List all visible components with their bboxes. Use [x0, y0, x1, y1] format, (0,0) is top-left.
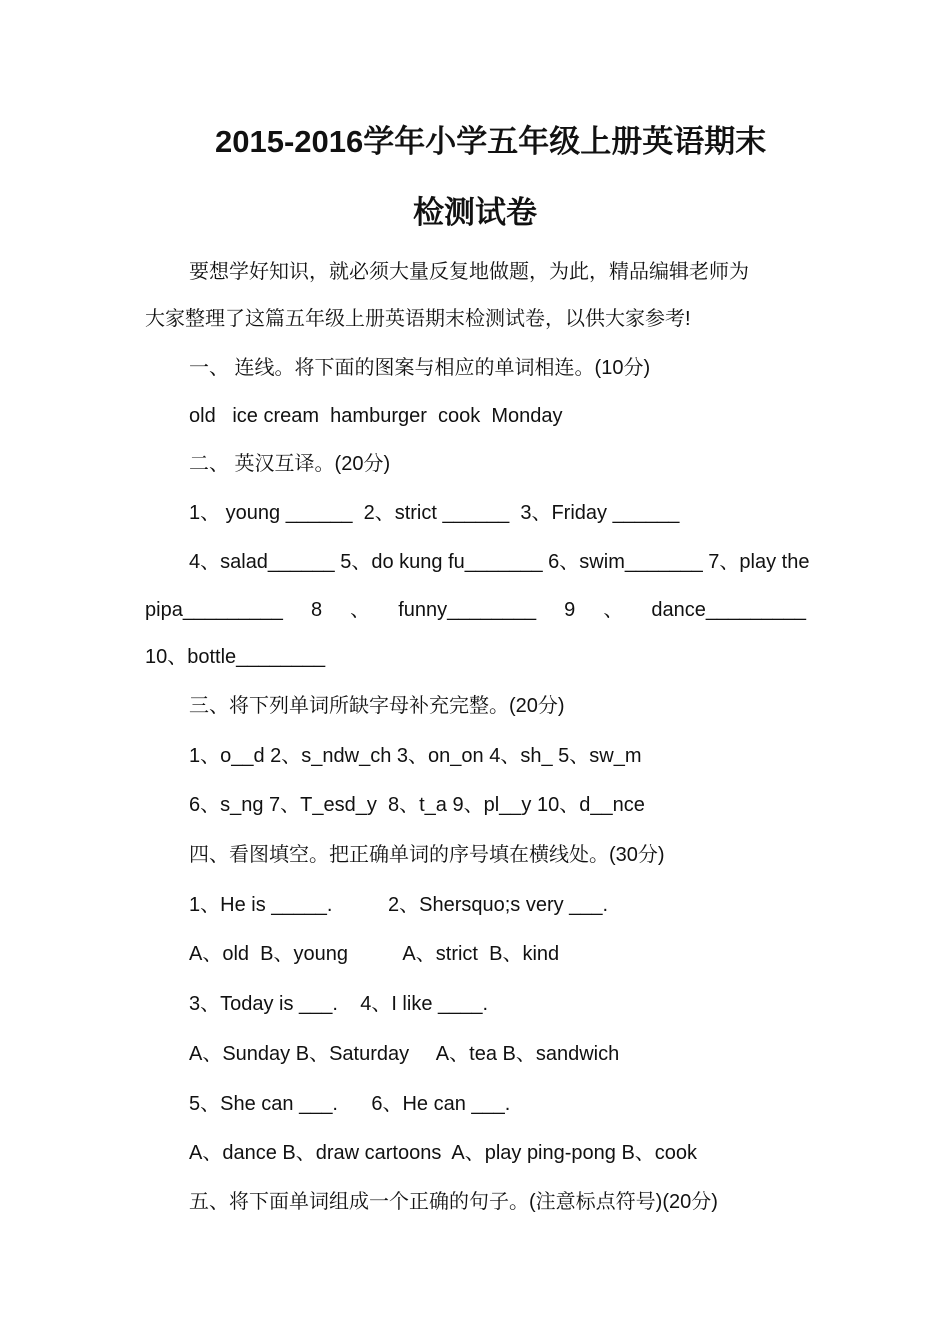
- section-2-row-1: 1、 young ______ 2、strict ______ 3、Friday ______: [189, 502, 680, 524]
- row-3-part: 、: [603, 599, 624, 621]
- section-4-options-1: A、old B、young A、strict B、kind: [189, 943, 560, 965]
- row-3-part: 、: [350, 599, 371, 621]
- row-3-part: dance_________: [651, 599, 806, 621]
- section-2-row-3: [145, 596, 806, 624]
- section-1-heading: 一、 连线。将下面的图案与相应的单词相连。(10分): [189, 357, 651, 379]
- intro-paragraph-line-1: 要想学好知识，就必须大量反复地做题，为此，精品编辑老师为: [189, 261, 749, 283]
- section-3-row-1: 1、o__d 2、s_ndw_ch 3、on_on 4、sh_ 5、sw_m: [189, 745, 642, 767]
- row-3-part: pipa_________: [145, 599, 283, 621]
- section-5-heading: 五、将下面单词组成一个正确的句子。(注意标点符号)(20分): [189, 1191, 718, 1213]
- document-title-line-1: 2015-2016学年小学五年级上册英语期末: [215, 124, 767, 159]
- row-3-part: 8: [310, 599, 323, 621]
- section-2-heading: 二、 英汉互译。(20分): [189, 453, 391, 475]
- section-3-row-2: 6、s_ng 7、T_esd_y 8、t_a 9、pl__y 10、d__nce: [189, 794, 645, 816]
- row-3-part: funny________: [398, 599, 537, 621]
- section-4-options-3: A、dance B、draw cartoons A、play ping-pong B、cook: [189, 1142, 698, 1164]
- section-4-heading: 四、看图填空。把正确单词的序号填在横线处。(30分): [189, 844, 665, 866]
- section-3-heading: 三、将下列单词所缺字母补充完整。(20分): [189, 695, 565, 717]
- section-1-words: old ice cream hamburger cook Monday: [189, 405, 563, 427]
- section-2-row-4: 10、bottle________: [145, 646, 326, 668]
- intro-paragraph-line-2: 大家整理了这篇五年级上册英语期末检测试卷，以供大家参考!: [145, 308, 691, 330]
- section-4-question-1: 1、He is _____. 2、Shersquo;s very ___.: [189, 894, 609, 916]
- section-2-row-2: 4、salad______ 5、do kung fu_______ 6、swim_______ 7、play the: [189, 551, 810, 573]
- section-4-question-3: 5、She can ___. 6、He can ___.: [189, 1093, 511, 1115]
- section-4-question-2: 3、Today is ___. 4、I like ____.: [189, 993, 489, 1015]
- document-title-line-2: 检测试卷: [413, 195, 537, 230]
- row-3-part: 9: [564, 599, 576, 621]
- section-4-options-2: A、Sunday B、Saturday A、tea B、sandwich: [189, 1043, 620, 1065]
